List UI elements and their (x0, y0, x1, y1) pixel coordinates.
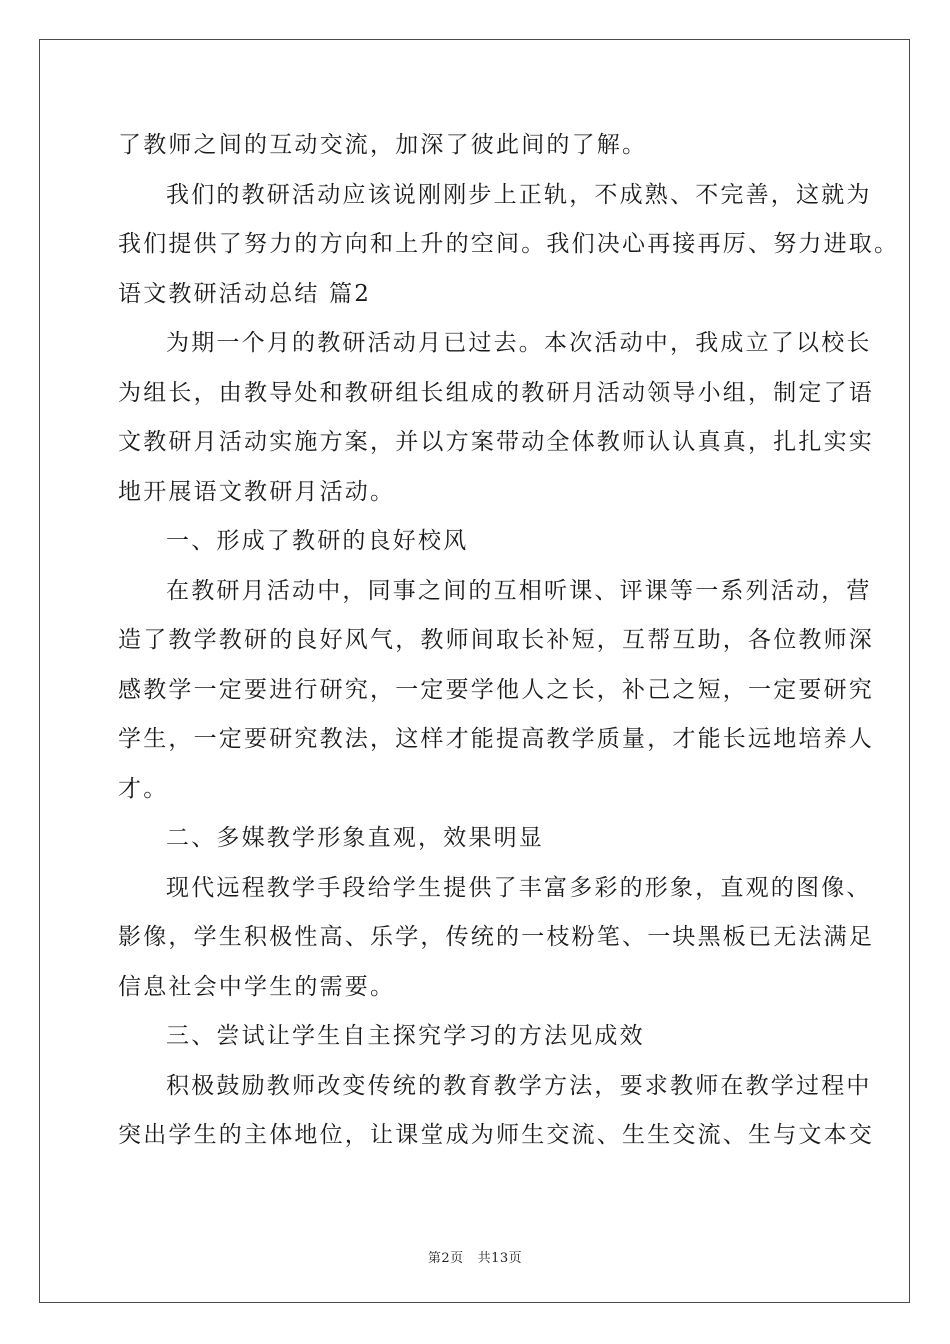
text-line-1: 了教师之间的互动交流，加深了彼此间的了解。 (118, 132, 648, 158)
subheading-2: 二、多媒教学形象直观，效果明显 (166, 825, 544, 851)
section-heading-2: 语文教研活动总结 篇2 (118, 280, 372, 307)
text-line-18: 信息社会中学生的需要。 (118, 973, 396, 1000)
document-body (118, 121, 900, 1161)
text-line-17: 影像，学生积极性高、乐学，传统的一枝粉笔、一块黑板已无法满足 (118, 924, 874, 950)
text-line-13: 学生，一定要研究教法，这样才能提高教学质量，才能长远地培养人 (118, 726, 874, 752)
text-line-21: 突出学生的主体地位，让课堂成为师生交流、生生交流、生与文本交 (118, 1122, 874, 1148)
text-line-14: 才。 (118, 775, 169, 802)
text-line-7: 文教研月活动实施方案，并以方案带动全体教师认认真真，扎扎实实 (118, 429, 874, 455)
page-footer (0, 1247, 950, 1266)
page-total: 共13页 (477, 1251, 523, 1266)
text-line-3: 我们提供了努力的方向和上升的空间。我们决心再接再厉、努力进取。 (118, 231, 900, 257)
text-line-5: 为期一个月的教研活动月已过去。本次活动中，我成立了以校长 (166, 330, 872, 356)
subheading-1: 一、形成了教研的良好校风 (166, 528, 469, 554)
text-line-20: 积极鼓励教师改变传统的教育教学方法，要求教师在教学过程中 (166, 1072, 872, 1099)
text-line-2: 我们的教研活动应该说刚刚步上正轨，不成熟、不完善，这就为 (166, 181, 872, 208)
text-line-12: 感教学一定要进行研究，一定要学他人之长，补己之短，一定要研究 (118, 676, 874, 703)
text-line-6: 为组长，由教导处和教研组长组成的教研月活动领导小组，制定了语 (118, 379, 874, 406)
text-line-16: 现代远程教学手段给学生提供了丰富多彩的形象，直观的图像、 (166, 874, 872, 901)
subheading-3: 三、尝试让学生自主探究学习的方法见成效 (166, 1023, 645, 1049)
page-number: 第2页 (427, 1251, 464, 1266)
text-line-11: 造了教学教研的良好风气，教师间取长补短，互帮互助，各位教师深 (118, 627, 874, 653)
text-line-10: 在教研月活动中，同事之间的互相听课、评课等一系列活动，营 (166, 577, 872, 604)
text-line-8: 地开展语文教研月活动。 (118, 478, 396, 505)
